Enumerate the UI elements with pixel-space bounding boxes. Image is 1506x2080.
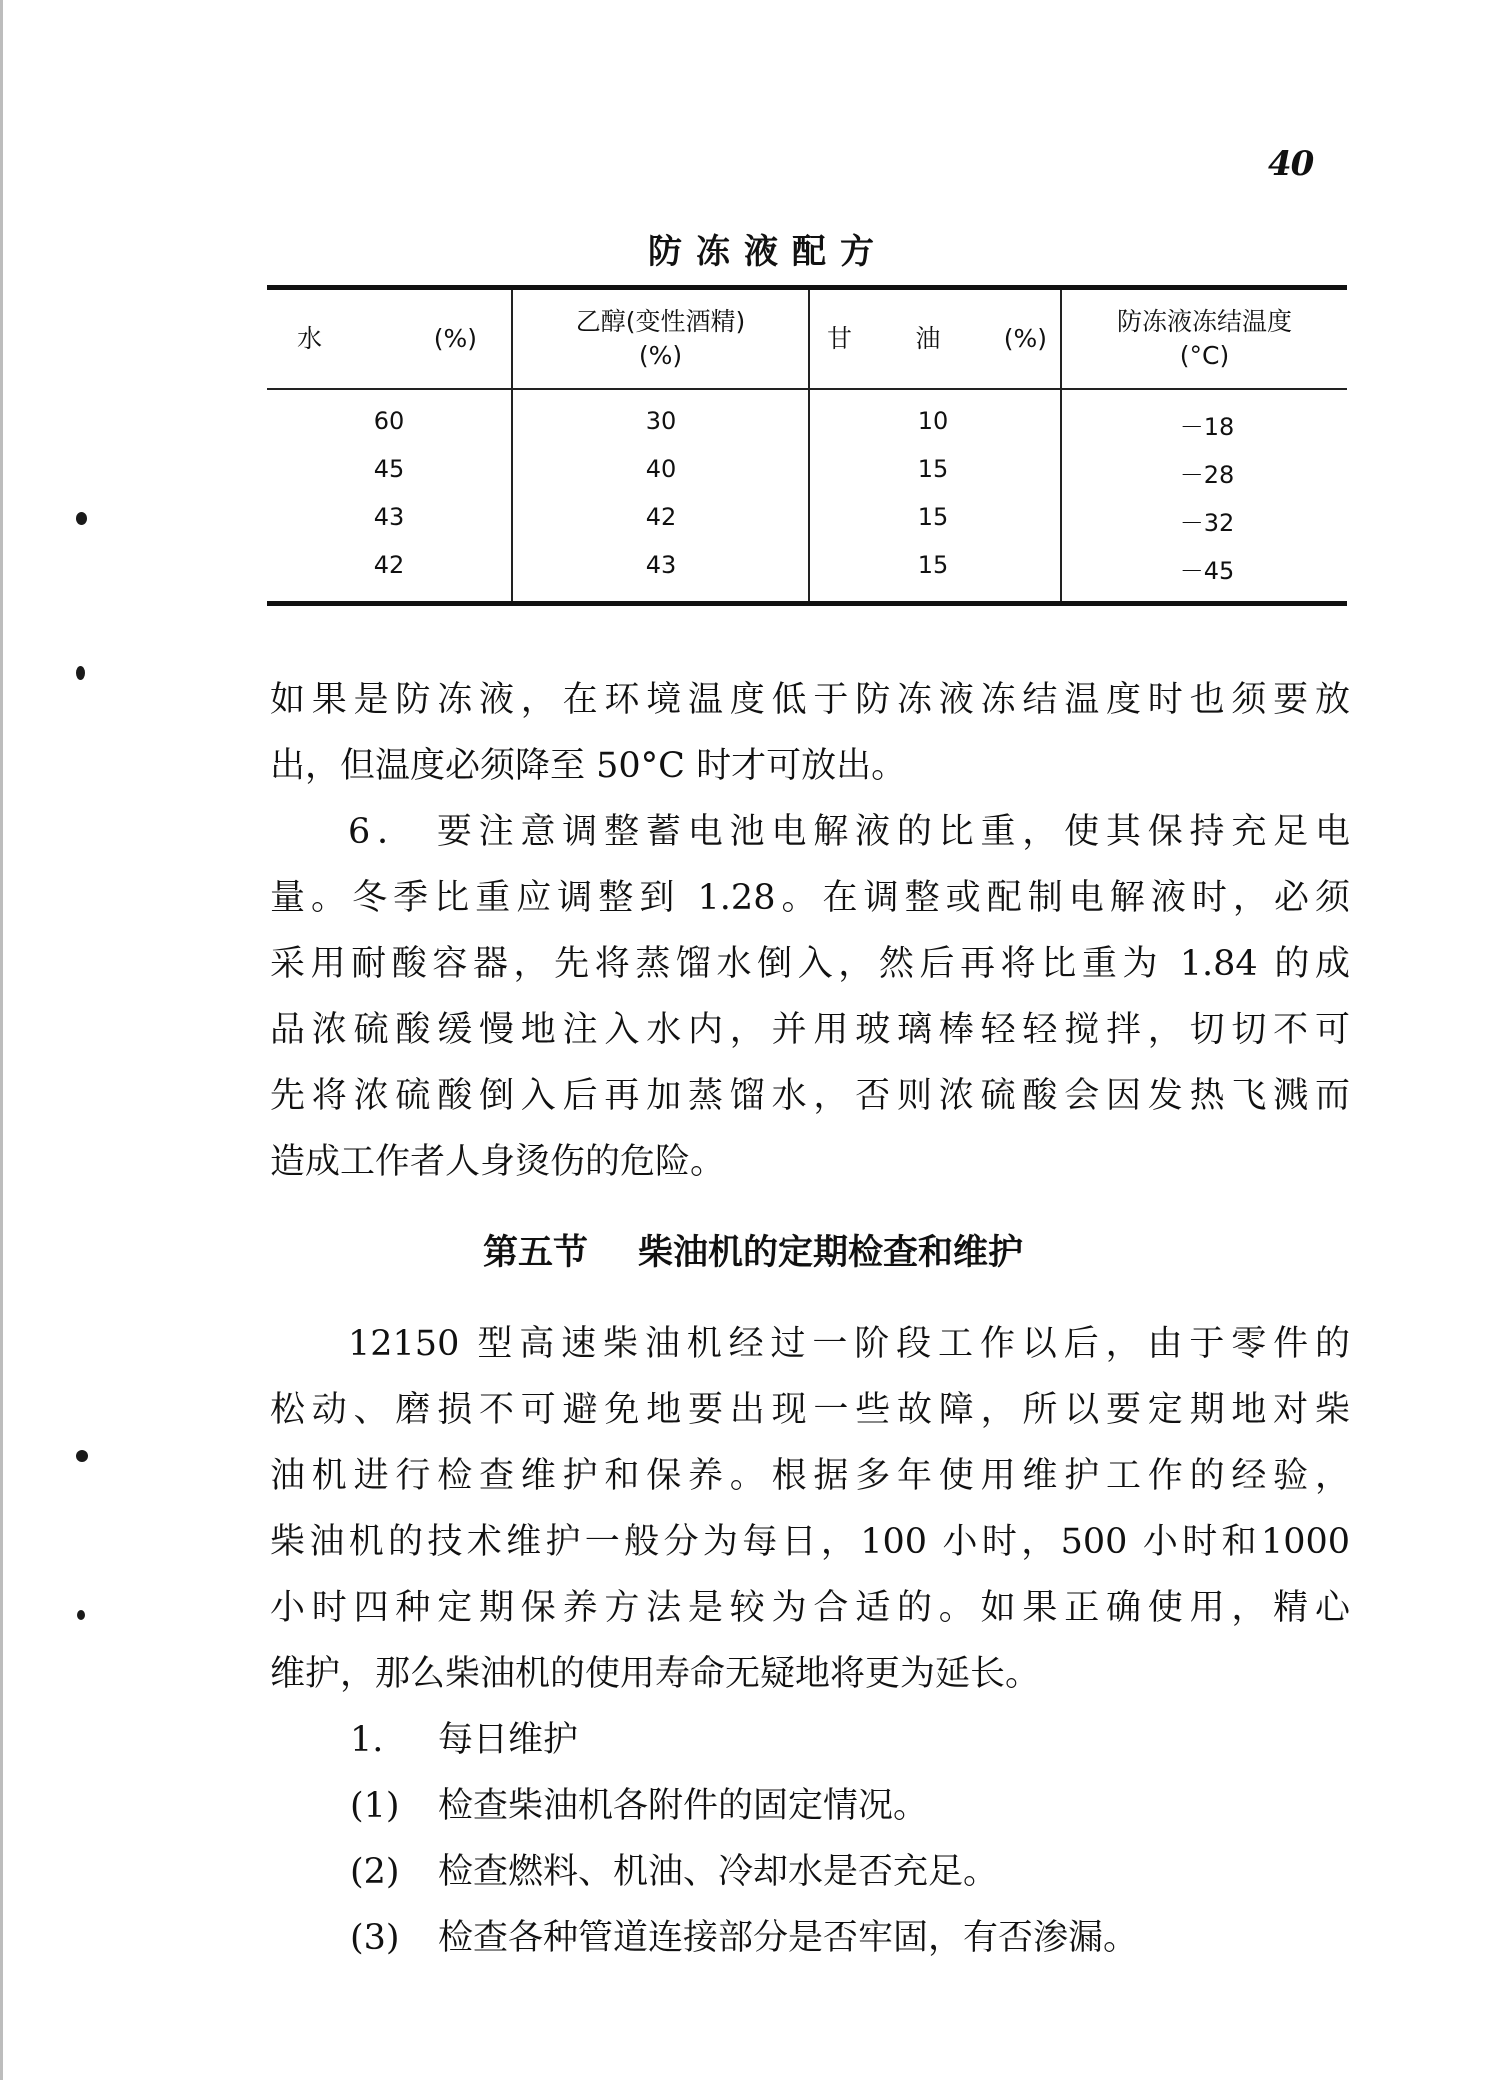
subsection-number: 1.	[350, 1720, 384, 1760]
cell-water: 43	[373, 503, 405, 531]
cell-glycerin: 15	[917, 551, 949, 579]
cell-water: 42	[373, 551, 405, 579]
list-item-text: 检查各种管道连接部分是否牢固，有否渗漏。	[438, 1918, 1139, 1958]
cell-ethanol: 30	[645, 407, 677, 435]
text-line: 量。冬季比重应调整到 1.28。在调整或配制电解液时，必须	[270, 878, 1350, 918]
table-title: 防冻液配方	[648, 232, 888, 272]
text-line: 如果是防冻液，在环境温度低于防冻液冻结温度时也须要放	[270, 680, 1350, 720]
section-heading	[0, 1225, 1506, 1275]
subsection-title: 每日维护	[438, 1720, 579, 1760]
list-item-number: (3)	[350, 1918, 400, 1958]
header-freezing-label: 防冻液冻结温度	[1116, 307, 1292, 336]
cell-glycerin: 15	[917, 503, 949, 531]
scan-speck	[76, 1450, 88, 1462]
list-item	[350, 1778, 928, 1828]
cell-freezing: －18	[1179, 413, 1235, 441]
page-number: 40	[1268, 144, 1314, 184]
list-item	[350, 1844, 998, 1894]
cell-ethanol: 42	[645, 503, 677, 531]
header-water	[297, 293, 477, 385]
cell-freezing: －28	[1179, 461, 1235, 489]
subsection-heading	[350, 1712, 578, 1762]
page-edge-shadow	[0, 0, 3, 2080]
cell-glycerin: 10	[917, 407, 949, 435]
cell-water: 45	[373, 455, 405, 483]
table-rule-top	[267, 285, 1347, 290]
text-line: 品浓硫酸缓慢地注入水内，并用玻璃棒轻轻搅拌，切切不可	[270, 1010, 1350, 1050]
text-line: 先将浓硫酸倒入后再加蒸馏水，否则浓硫酸会因发热飞溅而	[270, 1076, 1350, 1116]
header-glycerin-label-2: 油	[915, 324, 941, 353]
text-line: 油机进行检查维护和保养。根据多年使用维护工作的经验，	[270, 1456, 1350, 1496]
header-ethanol-label: 乙醇(变性酒精)	[575, 307, 746, 336]
list-item-text: 检查柴油机各附件的固定情况。	[438, 1786, 929, 1826]
header-freezing-point	[1062, 293, 1347, 385]
cell-glycerin: 15	[917, 455, 949, 483]
header-glycerin	[827, 293, 1047, 385]
section-number: 第五节	[482, 1233, 588, 1273]
cell-ethanol: 43	[645, 551, 677, 579]
scan-speck	[76, 666, 85, 680]
list-item-number: (1)	[350, 1786, 400, 1826]
text-line: 松动、磨损不可避免地要出现一些故障，所以要定期地对柴	[270, 1390, 1350, 1430]
scan-speck	[77, 1610, 85, 1620]
list-item	[350, 1910, 1138, 1960]
text-line: 6． 要注意调整蓄电池电解液的比重，使其保持充足电	[348, 812, 1350, 852]
cell-freezing: －32	[1179, 509, 1235, 537]
list-item-text: 检查燃料、机油、冷却水是否充足。	[438, 1852, 999, 1892]
header-ethanol	[513, 293, 808, 385]
cell-ethanol: 40	[645, 455, 677, 483]
header-water-label: 水	[297, 324, 323, 353]
text-line: 维护，那么柴油机的使用寿命无疑地将更为延长。	[270, 1654, 1041, 1694]
text-line: 小时四种定期保养方法是较为合适的。如果正确使用，精心	[270, 1588, 1350, 1628]
table-column-divider	[808, 290, 810, 601]
text-line: 采用耐酸容器，先将蒸馏水倒入，然后再将比重为 1.84 的成	[270, 944, 1350, 984]
header-water-unit: (%)	[433, 324, 477, 353]
table-rule-header	[267, 388, 1347, 390]
scan-speck	[76, 512, 87, 525]
header-glycerin-label-1: 甘	[827, 324, 853, 353]
cell-freezing: －45	[1179, 557, 1235, 585]
text-line: 柴油机的技术维护一般分为每日，100 小时，500 小时和1000	[270, 1522, 1350, 1562]
list-item-number: (2)	[350, 1852, 400, 1892]
section-title: 柴油机的定期检查和维护	[638, 1233, 1024, 1273]
text-line: 12150 型高速柴油机经过一阶段工作以后，由于零件的	[348, 1324, 1350, 1364]
text-line: 造成工作者人身烫伤的危险。	[270, 1142, 726, 1182]
header-freezing-unit: (°C)	[1179, 341, 1230, 370]
header-glycerin-unit: (%)	[1003, 324, 1047, 353]
header-ethanol-unit: (%)	[638, 341, 683, 370]
text-line: 出，但温度必须降至 50°C 时才可放出。	[270, 746, 907, 786]
table-rule-bottom	[267, 601, 1347, 606]
cell-water: 60	[373, 407, 405, 435]
